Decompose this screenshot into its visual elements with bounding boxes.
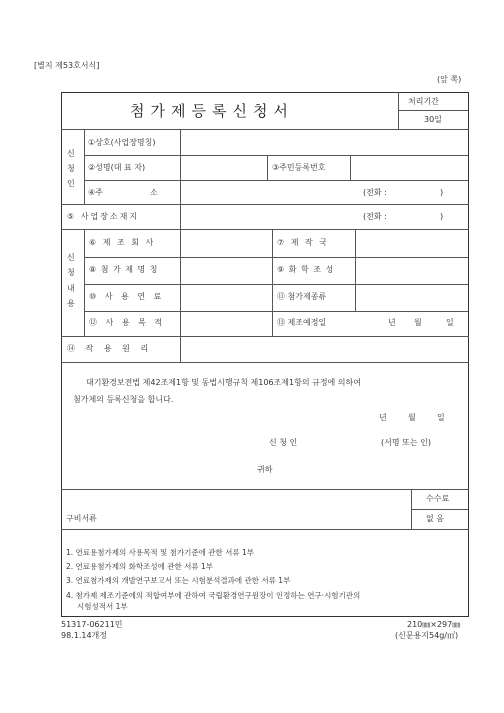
planned-date-year: 년 (388, 318, 396, 327)
resident-number-label: ③주민등록번호 (272, 163, 326, 172)
signature-note: (서명 또는 인) (381, 438, 431, 447)
business-phone-end: ) (440, 212, 444, 221)
use-purpose-label: ⑫ 사 용 목 적 (89, 318, 166, 327)
manufacture-country-label: ⑦ 제 작 국 (277, 238, 329, 247)
processing-period-value: 30일 (424, 115, 442, 124)
document-item: 시험성적서 1부 (77, 602, 128, 611)
paper-type: (신문용지54g/㎡) (395, 631, 459, 640)
company-name-field[interactable] (180, 129, 181, 155)
documents-label: 구비서류 (66, 514, 97, 523)
application-date-month: 월 (408, 413, 416, 422)
applicant-sign-label: 신 청 인 (269, 438, 298, 447)
applicant-label-1: 신 (67, 149, 75, 158)
form-code: 51317-06211민 (61, 620, 123, 629)
address-label: ④주 (88, 188, 103, 197)
statement-line-2: 첨가제의 등록신청을 합니다. (73, 395, 174, 404)
planned-date-label: ⑬ 제조예정일 (277, 318, 327, 327)
applicant-label-3: 인 (67, 179, 75, 188)
paper-size: 210㎜×297㎜ (407, 620, 461, 629)
form-number: [별지 제53호서식] (34, 61, 100, 70)
address-phone-end: ) (440, 188, 444, 197)
document-item: 4. 첨가제 제조기준에의 적합여부에 관하여 국립환경연구원장이 인정하는 연구·시험기관의 (66, 591, 361, 600)
processing-period-label: 처리기간 (408, 97, 439, 106)
applicant-label-2: 청 (67, 164, 75, 173)
application-label-2: 청 (67, 268, 75, 277)
statement-line-1: 대기환경보전법 제42조제1항 및 동법시행규칙 제106조제1항의 규정에 의하여 (86, 378, 361, 387)
additive-name-label: ⑧ 첨 가 제 명 칭 (89, 265, 159, 274)
manufacturer-label: ⑥ 제 조 회 사 (89, 238, 156, 247)
document-item: 2. 연료용첨가제의 화학조성에 관한 서류 1부 (66, 562, 214, 571)
document-item: 3. 연료첨가제의 개발연구보고서 또는 시험분석결과에 관한 서류 1부 (66, 576, 291, 585)
document-item: 1. 연료용첨가제의 사용목적 및 첨가기준에 관한 서류 1부 (66, 548, 255, 557)
planned-date-month: 월 (414, 318, 422, 327)
recipient: 귀하 (257, 465, 273, 474)
business-phone-label: (전화 : (363, 212, 387, 221)
application-date-year: 년 (379, 413, 387, 422)
application-label-4: 용 (67, 299, 75, 308)
fee-label: 수수료 (426, 494, 450, 503)
address-phone-label: (전화 : (363, 188, 387, 197)
company-name-label: ①상호(사업장명칭) (88, 138, 156, 147)
address-label-2: 소 (150, 188, 158, 197)
application-label-3: 내 (67, 284, 75, 293)
fee-value: 없 음 (426, 514, 444, 523)
business-location-label: ⑤ 사업장소재지 (67, 212, 140, 221)
side-label: (앞 쪽) (437, 75, 462, 84)
use-fuel-label: ⑩ 사 용 연 료 (89, 292, 165, 301)
planned-date-day: 일 (446, 318, 454, 327)
application-label-1: 신 (67, 253, 75, 262)
application-date-day: 일 (437, 413, 445, 422)
chemical-composition-label: ⑨ 화 학 조 성 (277, 265, 335, 274)
form-title: 첨가제등록신청서 (130, 102, 294, 120)
revision: 98.1.14개정 (61, 631, 107, 640)
representative-name-label: ②성명(대 표 자) (88, 163, 146, 172)
additive-type-label: ⑪ 첨가제종류 (277, 292, 327, 301)
operating-principle-label: ⑭ 작 용 원 리 (67, 344, 153, 353)
